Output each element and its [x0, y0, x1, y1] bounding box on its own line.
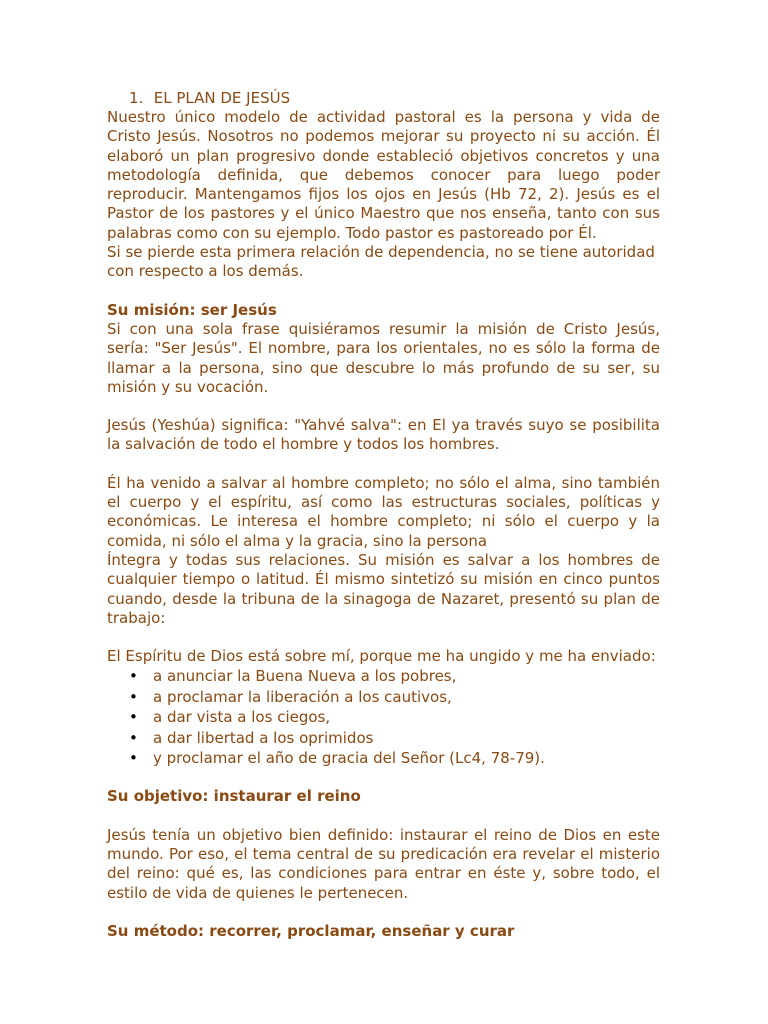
- bullet-icon: •: [129, 728, 138, 747]
- mission-list: [107, 666, 660, 768]
- bullet-icon: •: [129, 748, 138, 767]
- section-heading: [129, 89, 660, 108]
- mision-paragraph-1: Si con una sola frase quisiéramos resumir la misión de Cristo Jesús, sería: "Ser Jesús". El nombre, para los orientales, no es sólo la forma de llamar a la persona, sino que descubre lo más profundo de su ser, su misión y su vocación.: [107, 319, 660, 396]
- bullet-icon: •: [129, 667, 138, 686]
- document-page: [107, 89, 660, 941]
- list-item: [129, 728, 660, 748]
- list-item-text: a anunciar la Buena Nueva a los pobres,: [153, 667, 457, 686]
- bullet-icon: •: [129, 687, 138, 706]
- list-item-text: a proclamar la liberación a los cautivos,: [153, 687, 452, 706]
- list-item: [129, 687, 660, 707]
- heading-number: 1.: [129, 89, 144, 107]
- list-item-text: y proclamar el año de gracia del Señor (Lc4, 78-79).: [153, 748, 545, 767]
- mision-paragraph-2: Jesús (Yeshúa) significa: "Yahvé salva": en El ya través suyo se posibilita la salvación de todo el hombre y todos los hombres.: [107, 416, 660, 454]
- objetivo-paragraph: Jesús tenía un objetivo bien definido: instaurar el reino de Dios en este mundo. Por eso, el tema central de su predicación era revelar el misterio del reino: qué es, las condiciones para entrar en éste y, sobre todo, el estilo de vida de quienes le pertenecen.: [107, 825, 660, 902]
- objetivo-title: Su objetivo: instaurar el reino: [107, 787, 361, 806]
- intro-paragraph: Nuestro único modelo de actividad pastoral es la persona y vida de Cristo Jesús. Nosotros no podemos mejorar su proyecto ni su acción. Él elaboró un plan progresivo donde estableció objetivos concretos y una metodología definida, que debemos conocer para luego poder reproducir. Mantengamos fijos los ojos en Jesús (Hb 72, 2). Jesús es el Pastor de los pastores y el único Maestro que nos enseña, tanto con sus palabras como con su ejemplo. Todo pastor es pastoreado por Él.: [107, 108, 660, 242]
- heading-title: EL PLAN DE JESÚS: [153, 89, 291, 107]
- mision-paragraph-5: El Espíritu de Dios está sobre mí, porque me ha ungido y me ha enviado:: [107, 647, 656, 666]
- intro-paragraph-2: Si se pierde esta primera relación de dependencia, no se tiene autoridad con respecto a los demás.: [107, 243, 655, 281]
- bullet-icon: •: [129, 708, 138, 727]
- metodo-title: Su método: recorrer, proclamar, enseñar y curar: [107, 921, 515, 940]
- mision-title: Su misión: ser Jesús: [107, 300, 277, 319]
- list-item-text: a dar vista a los ciegos,: [153, 708, 331, 727]
- list-item-text: a dar libertad a los oprimidos: [153, 728, 374, 747]
- list-item: [129, 707, 660, 727]
- mision-paragraph-3: Él ha venido a salvar al hombre completo; no sólo el alma, sino también el cuerpo y el espíritu, así como las estructuras sociales, políticas y económicas. Le interesa el hombre completo; ni sólo el cuerpo y la comida, ni sólo el alma y la gracia, sino la persona: [107, 473, 660, 550]
- list-item: [129, 666, 660, 686]
- list-item: [129, 748, 660, 768]
- mision-paragraph-4: Íntegra y todas sus relaciones. Su misión es salvar a los hombres de cualquier tiempo o latitud. Él mismo sintetizó su misión en cinco puntos cuando, desde la tribuna de la sinagoga de Nazaret, presentó su plan de trabajo:: [107, 550, 660, 627]
